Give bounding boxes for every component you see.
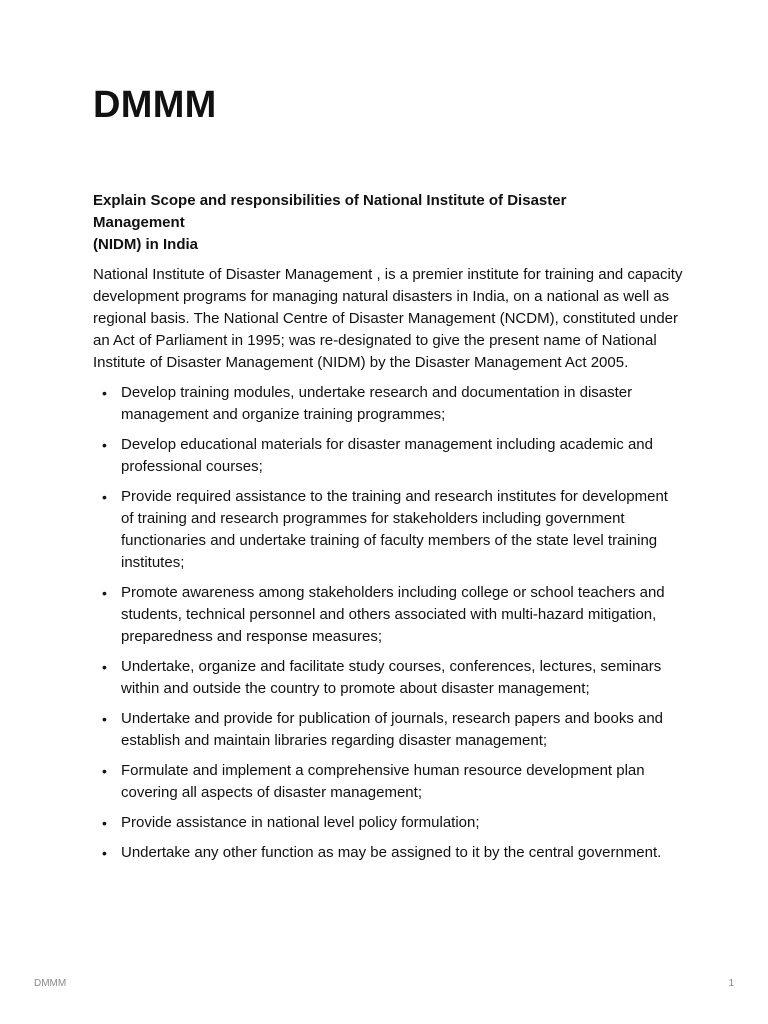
question-heading [93,190,683,256]
list-item-text: Provide assistance in national level policy formulation; [121,814,480,831]
list-item-text: Provide required assistance to the training and research institutes for development of training and research programmes for stakeholders including government functionaries and undertake training of faculty members of the state level training institutes; [121,488,668,571]
document-title: DMMM [93,84,217,126]
list-item [93,812,683,834]
bullet-icon: • [102,763,107,779]
list-item [93,842,683,864]
bullet-icon: • [102,815,107,831]
list-item [93,656,683,700]
list-item [93,486,683,574]
list-item-text: Develop educational materials for disaster management including academic and professional courses; [121,436,653,475]
question-heading-line: Explain Scope and responsibilities of National Institute of Disaster [93,192,567,209]
bullet-icon: • [102,385,107,401]
bullet-icon: • [102,659,107,675]
list-item [93,434,683,478]
question-heading-line: Management [93,214,185,231]
list-item [93,708,683,752]
responsibilities-list [93,382,683,864]
bullet-icon: • [102,845,107,861]
list-item-text: Formulate and implement a comprehensive human resource development plan covering all aspects of disaster management; [121,762,645,801]
document-content [93,190,683,872]
question-heading-line: (NIDM) in India [93,236,198,253]
list-item-text: Undertake and provide for publication of journals, research papers and books and establish and maintain libraries regarding disaster management; [121,710,664,749]
footer-page-number: 1 [728,978,734,989]
intro-paragraph: National Institute of Disaster Management , is a premier institute for training and capacity development programs for managing natural disasters in India, on a national as well as regional basis. The National Centre of Disaster Management (NCDM), constituted under an Act of Parliament in 1995; was re-designated to give the present name of National Institute of Disaster Management (NIDM) by the Disaster Management Act 2005. [93,266,683,371]
list-item [93,582,683,648]
list-item-text: Undertake, organize and facilitate study courses, conferences, lectures, seminars within and outside the country to promote about disaster management; [121,658,662,697]
bullet-icon: • [102,437,107,453]
list-item [93,760,683,804]
list-item [93,382,683,426]
bullet-icon: • [102,711,107,727]
list-item-text: Develop training modules, undertake research and documentation in disaster management and organize training programmes; [121,384,633,423]
list-item-text: Promote awareness among stakeholders including college or school teachers and students, technical personnel and others associated with multi-hazard mitigation, preparedness and response measures; [121,584,665,645]
list-item-text: Undertake any other function as may be assigned to it by the central government. [121,844,662,861]
bullet-icon: • [102,585,107,601]
bullet-icon: • [102,489,107,505]
footer-document-name: DMMM [34,978,67,989]
